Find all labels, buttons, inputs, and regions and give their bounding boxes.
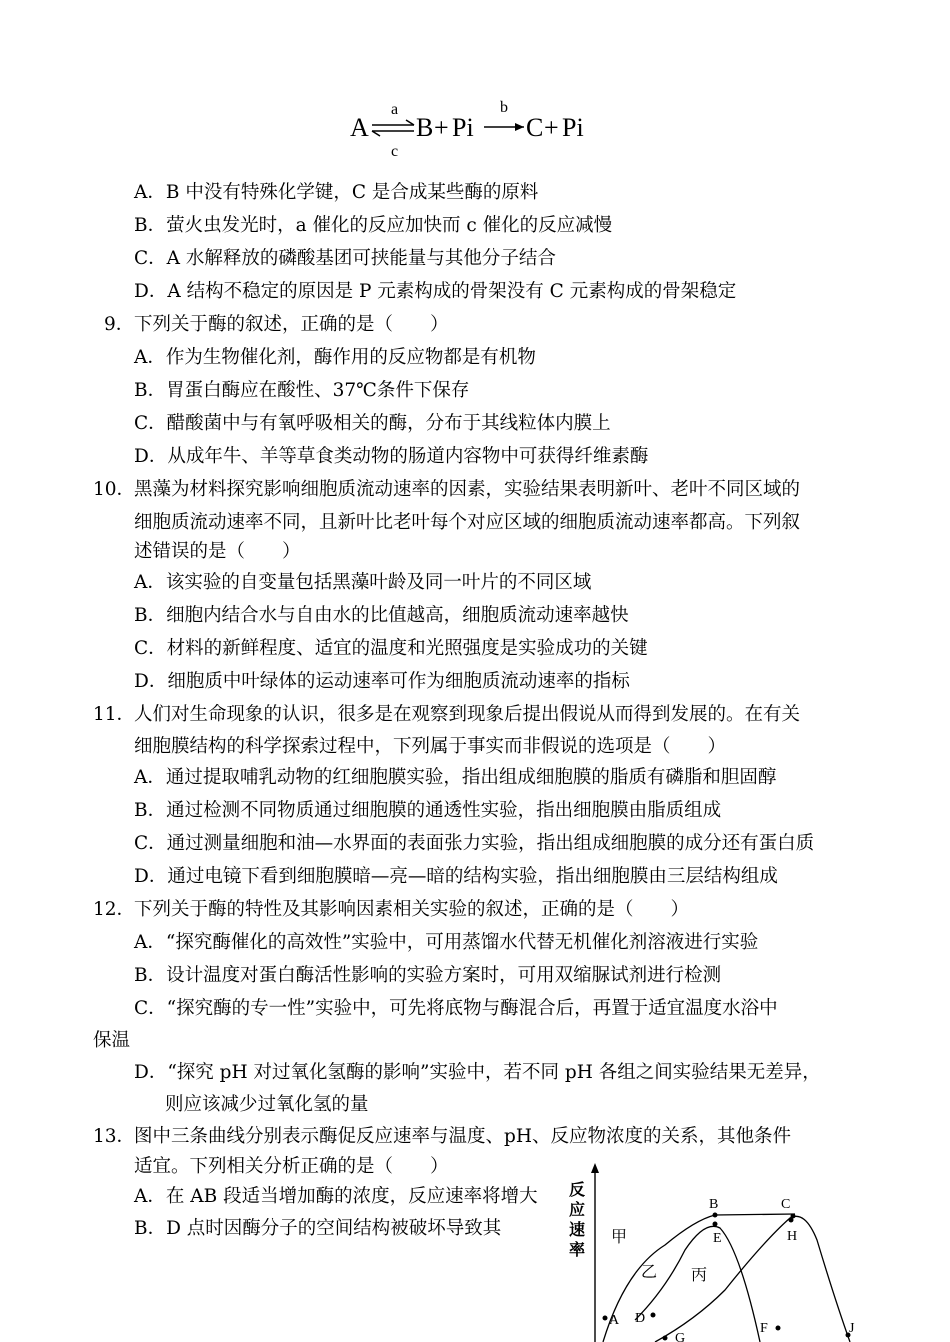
- label-h: H: [787, 1229, 798, 1244]
- label-c: C: [781, 1197, 791, 1212]
- eq-a: a: [391, 101, 399, 118]
- q9-option-c: C．醋酸菌中与有氧呼吸相关的酶，分布于其线粒体内膜上: [134, 413, 611, 434]
- label-b: B: [709, 1197, 719, 1212]
- atp-reaction-equation: [348, 92, 598, 162]
- y-axis-arrow: [591, 1163, 599, 1173]
- q13-option-b: B．D 点时因酶分子的空间结构被破坏导致其: [134, 1218, 502, 1239]
- point-g: [663, 1336, 668, 1341]
- q12-option-b: B．设计温度对蛋白酶活性影响的实验方案时，可用双缩脲试剂进行检测: [134, 965, 722, 986]
- point-h: [789, 1218, 794, 1223]
- q13-stem-line1: 图中三条曲线分别表示酶促反应速率与温度、pH、反应物浓度的关系，其他条件: [134, 1126, 791, 1147]
- q11-option-c: C．通过测量细胞和油—水界面的表面张力实验，指出组成细胞膜的成分还有蛋白质: [134, 833, 815, 854]
- point-e: [713, 1222, 718, 1227]
- eq-Pi1: Pi: [452, 113, 474, 142]
- q12-number: 12．: [93, 899, 136, 920]
- q10-option-d: D．细胞质中叶绿体的运动速率可作为细胞质流动速率的指标: [134, 671, 630, 692]
- eq-C: C: [526, 113, 544, 142]
- label-a: A: [609, 1313, 620, 1328]
- q12-stem: 下列关于酶的特性及其影响因素相关实验的叙述，正确的是（ ）: [134, 899, 690, 920]
- q11-stem-line2: 细胞膜结构的科学探索过程中，下列属于事实而非假说的选项是（ ）: [134, 736, 727, 757]
- curve-label-jia: 甲: [611, 1229, 628, 1246]
- eq-A: A: [350, 113, 369, 142]
- label-f: F: [760, 1321, 768, 1336]
- y-label-2: 应: [569, 1202, 586, 1219]
- y-label-3: 速: [569, 1222, 586, 1239]
- label-g: G: [675, 1331, 686, 1342]
- q11-number: 11．: [93, 704, 136, 725]
- q11-option-b: B．通过检测不同物质通过细胞膜的通透性实验，指出细胞膜由脂质组成: [134, 800, 722, 821]
- enzyme-rate-graph: [565, 1160, 865, 1342]
- eq-b: b: [500, 99, 508, 116]
- curve-bing: [655, 1216, 850, 1342]
- y-label-4: 率: [569, 1242, 586, 1259]
- point-f: [776, 1326, 781, 1331]
- point-d: [651, 1313, 656, 1318]
- q9-option-a: A．作为生物催化剂，酶作用的反应物都是有机物: [134, 347, 536, 368]
- q12-option-a: A．“探究酶催化的高效性”实验中，可用蒸馏水代替无机催化剂溶液进行实验: [134, 932, 759, 953]
- label-e: E: [713, 1231, 722, 1246]
- q8-option-c: C．A 水解释放的磷酸基团可挟能量与其他分子结合: [134, 248, 556, 269]
- q10-stem-line2: 细胞质流动速率不同，且新叶比老叶每个对应区域的细胞质流动速率都高。下列叙: [134, 512, 801, 533]
- q12-option-c-line1: C．“探究酶的专一性”实验中，可先将底物与酶混合后，再置于适宜温度水浴中: [134, 998, 778, 1019]
- q11-stem-line1: 人们对生命现象的认识，很多是在观察到现象后提出假说从而得到发展的。在有关: [134, 704, 801, 725]
- point-b: [713, 1213, 718, 1218]
- q10-number: 10．: [93, 479, 136, 500]
- q11-option-a: A．通过提取哺乳动物的红细胞膜实验，指出组成细胞膜的脂质有磷脂和胆固醇: [134, 767, 777, 788]
- curve-label-bing: 丙: [691, 1267, 708, 1284]
- point-a: [603, 1316, 608, 1321]
- eq-plus1: +: [434, 113, 449, 142]
- q13-number: 13．: [93, 1126, 136, 1147]
- q8-option-d: D．A 结构不稳定的原因是 P 元素构成的骨架没有 C 元素构成的骨架稳定: [134, 281, 737, 302]
- curve-label-yi: 乙: [641, 1264, 658, 1281]
- eq-Pi2: Pi: [562, 113, 584, 142]
- curve-yi: [635, 1226, 760, 1342]
- q10-option-b: B．细胞内结合水与自由水的比值越高，细胞质流动速率越快: [134, 605, 629, 626]
- q13-option-a: A．在 AB 段适当增加酶的浓度，反应速率将增大: [134, 1186, 538, 1207]
- q10-option-a: A．该实验的自变量包括黑藻叶龄及同一叶片的不同区域: [134, 572, 592, 593]
- q9-option-d: D．从成年牛、羊等草食类动物的肠道内容物中可获得纤维素酶: [134, 446, 649, 467]
- y-label-1: 反: [569, 1182, 586, 1199]
- q11-option-d: D．通过电镜下看到细胞膜暗—亮—暗的结构实验，指出细胞膜由三层结构组成: [134, 866, 778, 887]
- label-d: D: [635, 1311, 646, 1326]
- q9-option-b: B．胃蛋白酶应在酸性、37℃条件下保存: [134, 380, 470, 401]
- q12-option-d-line1: D．“探究 pH 对过氧化氢酶的影响”实验中，若不同 pH 各组之间实验结果无差异，: [134, 1062, 821, 1083]
- eq-c: c: [391, 143, 399, 160]
- q12-option-d-line2: 则应该减少过氧化氢的量: [165, 1094, 369, 1115]
- q10-option-c: C．材料的新鲜程度、适宜的温度和光照强度是实验成功的关键: [134, 638, 648, 659]
- label-j: J: [849, 1321, 855, 1336]
- q9-stem: 下列关于酶的叙述，正确的是（ ）: [134, 314, 449, 335]
- q13-stem-line2: 适宜。下列相关分析正确的是（ ）: [134, 1156, 449, 1177]
- q10-stem-line1: 黑藻为材料探究影响细胞质流动速率的因素，实验结果表明新叶、老叶不同区域的: [134, 479, 801, 500]
- q9-number: 9．: [104, 314, 135, 335]
- q8-option-a: A．B 中没有特殊化学键，C 是合成某些酶的原料: [134, 182, 539, 203]
- q8-option-b: B．萤火虫发光时，a 催化的反应加快而 c 催化的反应减慢: [134, 215, 613, 236]
- q10-stem-line3: 述错误的是（ ）: [134, 541, 301, 562]
- eq-B: B: [416, 113, 434, 142]
- q12-option-c-line2: 保温: [93, 1030, 131, 1051]
- eq-plus2: +: [544, 113, 559, 142]
